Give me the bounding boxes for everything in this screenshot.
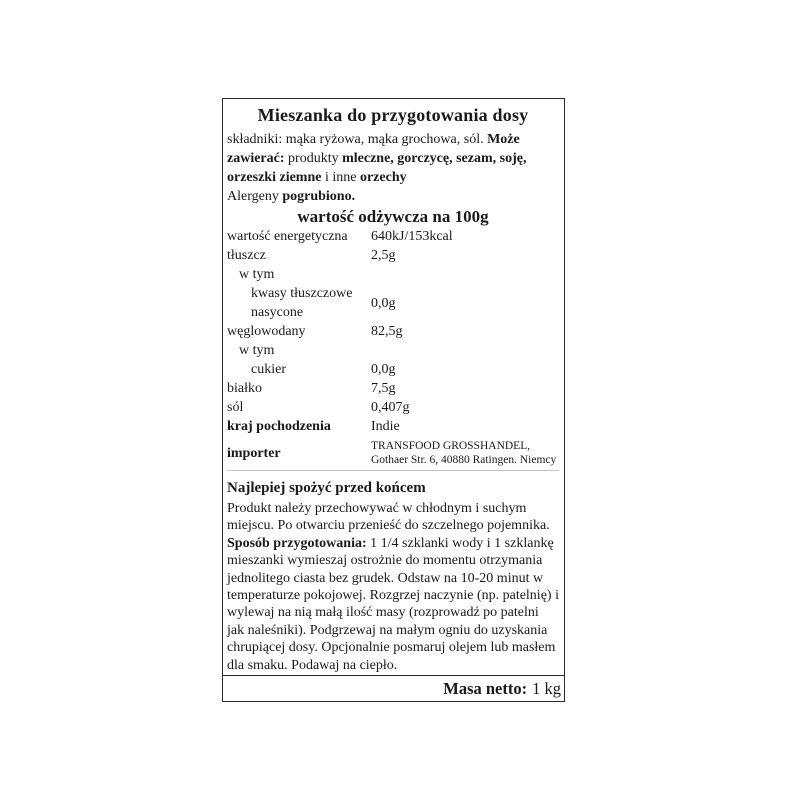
nutrition-row-sugar <box>227 360 559 379</box>
ingredients-text <box>227 130 559 187</box>
nutrition-row-value <box>371 265 559 284</box>
importer-row <box>227 440 559 467</box>
nutrition-row-label <box>227 284 371 322</box>
allergen-note-segment-bold: pogrubiono. <box>282 189 356 204</box>
nutrition-row-label: cukier <box>251 362 286 377</box>
nutrition-row-label: kraj pochodzenia <box>227 419 331 434</box>
nutrition-row-value: 0,407g <box>371 400 410 415</box>
importer-label: importer <box>227 445 281 461</box>
net-weight-label: Masa netto: <box>443 679 528 698</box>
nutrition-row-protein <box>227 379 559 398</box>
importer-value-line1: TRANSFOOD GROSSHANDEL, <box>371 440 531 452</box>
nutrition-row-salt <box>227 398 559 417</box>
importer-value <box>371 440 559 467</box>
section-divider <box>227 470 559 471</box>
nutrition-row-saturates <box>227 284 559 322</box>
product-label <box>222 98 565 702</box>
nutrition-row-label: białko <box>227 381 262 396</box>
nutrition-row-label: węglowodany <box>227 324 306 339</box>
nutrition-row-value: 7,5g <box>371 381 396 396</box>
ingredients-segment: produkty <box>284 151 343 166</box>
ingredients-segment-bold: mleczne, gorczycę, sezam, soję, orzeszki ziemne <box>227 151 527 185</box>
best-before-heading: Najlepiej spożyć przed końcem <box>227 480 426 496</box>
importer-value-line2: Gothaer Str. 6, 40880 Ratingen. Niemcy <box>371 453 557 466</box>
allergen-note-segment: Alergeny <box>227 189 283 204</box>
preparation-heading-inline: Sposób przygotowania: <box>227 535 367 551</box>
saturates-label-line2: nasycone <box>251 305 304 320</box>
nutrition-row-label: sól <box>227 400 244 415</box>
nutrition-row-label: tłuszcz <box>227 248 266 263</box>
nutrition-row-label: w tym <box>239 267 275 282</box>
storage-segment: Produkt należy przechowywać w chłodnym i suchym miejscu. Po otwarciu przenieść do szczelnego pojemnika. <box>227 501 550 534</box>
nutrition-table <box>227 227 559 467</box>
net-weight-value: 1 kg <box>532 679 561 698</box>
nutrition-row-value: Indie <box>371 419 400 434</box>
nutrition-row-value: 0,0g <box>371 295 396 311</box>
ingredients-segment-bold: Może zawierać: <box>227 132 520 166</box>
nutrition-header: wartość odżywcza na 100g <box>297 207 489 226</box>
label-content <box>223 99 564 675</box>
nutrition-row-value: 2,5g <box>371 248 396 263</box>
allergen-note <box>227 187 559 206</box>
nutrition-row-value: 82,5g <box>371 324 403 339</box>
nutrition-row-value: 640kJ/153kcal <box>371 229 453 244</box>
nutrition-row-of-which <box>227 265 559 284</box>
storage-preparation-text <box>227 500 559 674</box>
nutrition-row-value: 0,0g <box>371 362 396 377</box>
preparation-segment: 1 1/4 szklanki wody i 1 szklankę mieszanki wymieszaj ostrożnie do momentu otrzymania jednolitego ciasta bez grudek. Odstaw na 10-20 minut w temperaturze pokojowej. Rozgrzej naczynie (np. patelnię) i wylewaj na nią małą ilość masy (rozprowadź po patelni jak naleśniki). Podgrzewaj na małym ogniu do uzyskania chrupiącej dosy. Opcjonalnie posmaruj olejem lub masłem dla smaku. Podawaj na ciepło. <box>227 535 559 673</box>
saturates-label-line1: kwasy tłuszczowe <box>251 286 353 301</box>
ingredients-segment: i inne <box>321 170 360 185</box>
ingredients-segment-bold: orzechy <box>359 170 407 185</box>
nutrition-row-country-of-origin <box>227 417 559 436</box>
product-title: Mieszanka do przygotowania dosy <box>257 105 529 125</box>
nutrition-row-fat <box>227 246 559 265</box>
nutrition-row-carbohydrate <box>227 322 559 341</box>
nutrition-row-label: w tym <box>239 343 275 358</box>
nutrition-row-energy <box>227 227 559 246</box>
nutrition-row-of-which <box>227 341 559 360</box>
nutrition-row-value <box>371 341 559 360</box>
ingredients-segment: składniki: mąka ryżowa, mąka grochowa, sól. <box>227 132 488 147</box>
net-weight-row <box>223 675 564 701</box>
nutrition-row-label: wartość energetyczna <box>227 229 348 244</box>
